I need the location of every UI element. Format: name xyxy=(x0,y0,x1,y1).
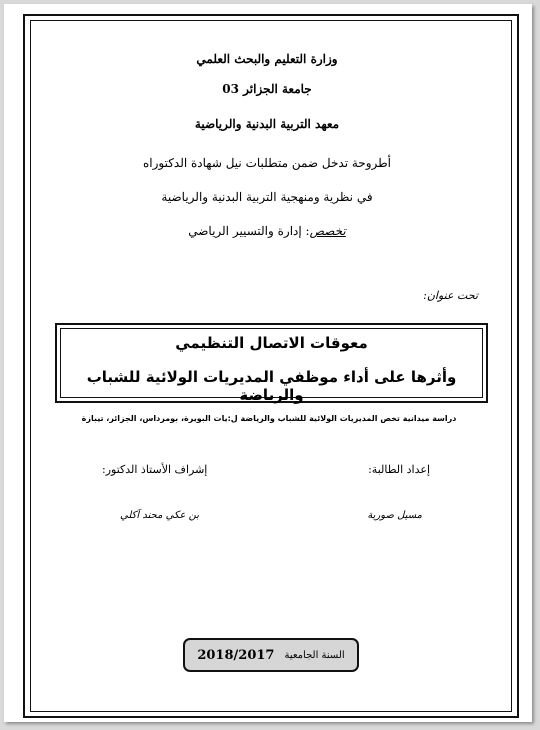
thesis-title-line1: معوقات الاتصال التنظيمي xyxy=(175,334,368,352)
thesis-title-line2: وأثرها على أداء موظفي المديريات الولائية للشباب والرياضة xyxy=(86,368,457,404)
supervisor-label: إشراف الأستاذ الدكتور: xyxy=(102,463,208,476)
university-name xyxy=(30,82,504,96)
specialty-label: تخصص xyxy=(309,224,346,238)
thesis-field: في نظرية ومنهجية التربية البدنية والرياضية xyxy=(161,190,373,204)
student-label: إعداد الطالبة: xyxy=(368,463,430,476)
under-title-label: تحت عنوان: xyxy=(423,289,478,302)
thesis-specialty xyxy=(30,224,504,238)
study-subtitle: دراسة ميدانية تخص المديريات الولائية للشباب والرياضة ل:يات البويرة، بومرداس، الجزائر، تيبازة xyxy=(81,414,457,423)
academic-year-label: السنة الجامعية xyxy=(284,649,345,661)
ministry-name: وزارة التعليم والبحث العلمي xyxy=(196,52,338,66)
title-box xyxy=(55,323,488,403)
university-number: 03 xyxy=(222,82,239,96)
supervisor-name: بن عكي محند آكلي xyxy=(120,510,200,521)
academic-year-box xyxy=(183,638,359,672)
student-name: مسيل صورية xyxy=(367,510,422,521)
university-label: جامعة الجزائر xyxy=(243,82,312,96)
institute-name: معهد التربية البدنية والرياضية xyxy=(194,117,340,131)
academic-year-value: 2018/2017 xyxy=(197,647,275,663)
specialty-value: : إدارة والتسيير الرياضي xyxy=(188,224,310,238)
thesis-purpose: أطروحة تدخل ضمن متطلبات نيل شهادة الدكتوراه xyxy=(142,156,392,170)
